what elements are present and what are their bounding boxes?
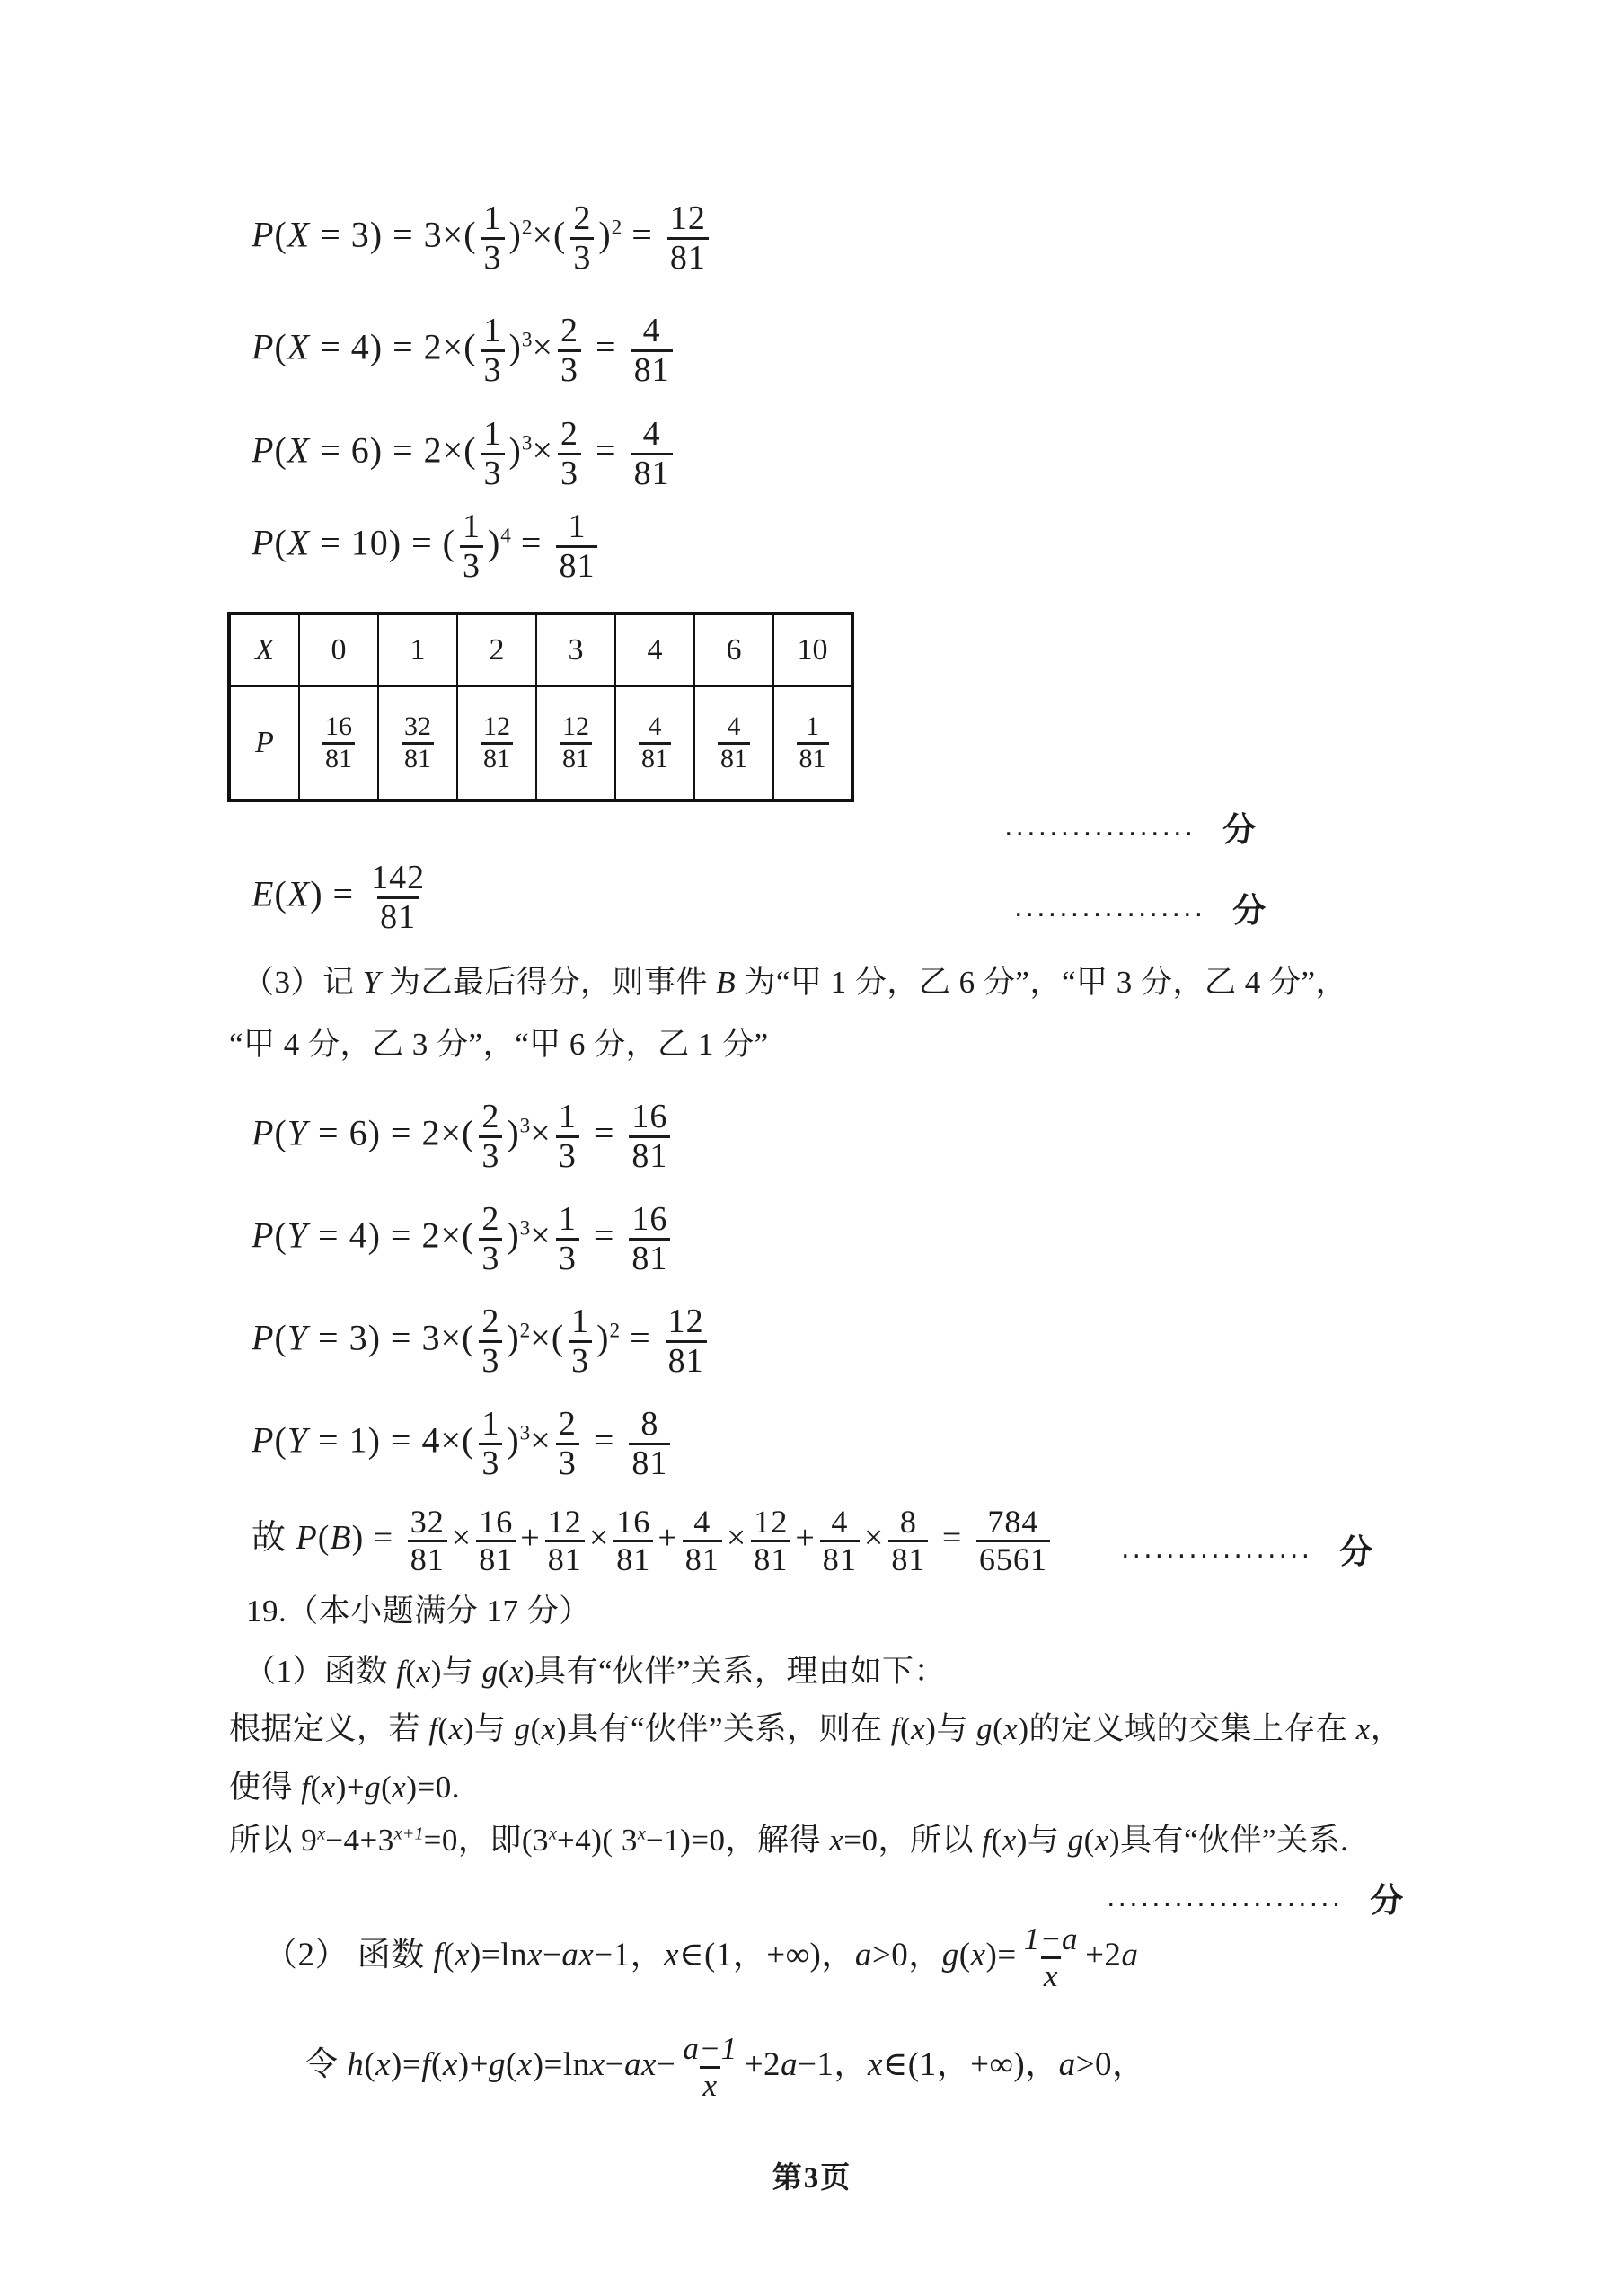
math-variable: g (488, 2045, 506, 2083)
fraction: $\frac{12}{81}$ (481, 712, 513, 773)
fraction: $\frac{12}{81}$ (560, 712, 592, 773)
math-text: ( (1083, 1823, 1095, 1858)
math-variable: x (455, 1936, 471, 1974)
math-text: ) = (351, 1519, 403, 1558)
fraction: $\frac{4}{81}$ (820, 1505, 860, 1577)
table-p-value-cell (615, 686, 694, 800)
math-variable: B (330, 1519, 352, 1558)
fraction: $\frac{1}{3}$ (481, 313, 505, 389)
table-p-value-cell (378, 686, 457, 800)
math-text: +2 (744, 2045, 781, 2083)
math-variable: a (1058, 2045, 1076, 2083)
superscript: x (549, 1824, 558, 1844)
math-text: × (530, 1214, 552, 1256)
superscript: x (317, 1824, 326, 1844)
superscript: 4 (500, 524, 511, 548)
math-text: = 4) = 2×( (308, 1214, 475, 1256)
formula-p-x-equals-6 (252, 416, 677, 492)
math-text: )与 (925, 1711, 977, 1746)
fraction: $\frac{16}{81}$ (629, 1099, 670, 1175)
table-x-value-cell: 1 (378, 614, 457, 686)
q19-part1-line4 (229, 1815, 1348, 1860)
math-text: )具有“伙伴”关系. (1108, 1823, 1349, 1858)
math-variable: f (982, 1823, 992, 1858)
dotted-leader: ................. (1121, 1532, 1313, 1565)
math-text: ) (507, 1419, 520, 1461)
dotted-leader: ................. (1014, 891, 1206, 923)
math-text: 故 (252, 1519, 296, 1558)
math-text: × (530, 1112, 552, 1153)
superscript: x+1 (393, 1824, 424, 1844)
q19-part2-line1 (264, 1922, 1138, 1993)
math-variable: ax (561, 1936, 595, 1974)
formula-p-y-equals-1 (252, 1406, 675, 1482)
math-variable: X (287, 326, 311, 367)
fraction: $\frac{1}{3}$ (556, 1201, 579, 1277)
table-p-value-cell (773, 686, 852, 800)
math-text: =0，所以 (843, 1823, 983, 1858)
math-text: )=0. (406, 1770, 460, 1805)
math-variable: a (854, 1936, 872, 1974)
table-x-value-cell: 4 (615, 614, 694, 686)
math-variable: Y (362, 965, 381, 1000)
math-variable: Y (287, 1317, 309, 1358)
fraction: $\frac{12}{81}$ (667, 200, 709, 277)
part3-text-line2: “甲 4 分，乙 3 分”，“甲 6 分，乙 1 分” (229, 1027, 769, 1062)
math-text: ) (508, 326, 522, 367)
math-text: ) (598, 214, 612, 255)
table-p-value-cell (694, 686, 773, 800)
superscript: 2 (609, 1319, 621, 1343)
math-variable: x (375, 2045, 392, 2083)
fraction: $\frac{1}{81}$ (556, 508, 597, 585)
score-marker-1 (1004, 802, 1256, 851)
fraction: $\frac{8}{81}$ (888, 1505, 928, 1577)
math-variable: x (970, 1936, 986, 1974)
fraction: $\frac{8}{81}$ (629, 1406, 670, 1482)
table-x-value-cell: 6 (694, 614, 773, 686)
math-text: ( (310, 1770, 322, 1805)
math-text: ( (405, 1654, 417, 1689)
math-text: ( (274, 214, 287, 255)
math-text: )与 (430, 1654, 482, 1689)
math-text: ) (507, 1214, 520, 1256)
math-text: )+ (335, 1770, 366, 1805)
math-variable: E (252, 873, 275, 914)
table-x-value-cell: 0 (299, 614, 378, 686)
math-text: )具有“伙伴”关系，理由如下： (523, 1654, 947, 1689)
fraction: $\frac{2}{3}$ (558, 313, 581, 389)
math-text: ) (508, 429, 522, 471)
score-marker-3 (1121, 1524, 1372, 1573)
fraction: $\frac{4}{81}$ (631, 416, 673, 492)
fraction: $\frac{1}{3}$ (481, 416, 505, 492)
math-text: = 1) = 4×( (308, 1419, 475, 1461)
math-text: ( (274, 1419, 287, 1461)
math-text: ( (505, 2045, 517, 2083)
math-text: )=ln (470, 1936, 528, 1974)
fraction: $\frac{32}{81}$ (402, 712, 434, 773)
math-text: ( (274, 1112, 287, 1153)
math-text: × (532, 429, 554, 471)
math-variable: Y (287, 1214, 309, 1256)
math-text: ∈(1，+∞)， (679, 1936, 855, 1974)
math-text: × (532, 326, 554, 367)
math-text: 使得 (229, 1770, 302, 1805)
math-variable: P (252, 326, 275, 367)
math-text: ( (274, 429, 287, 471)
superscript: x (637, 1824, 646, 1844)
math-variable: P (252, 429, 275, 471)
math-text: −1)=0，解得 (645, 1823, 830, 1858)
math-text: ( (317, 1519, 331, 1558)
math-variable: x (416, 1654, 431, 1689)
math-text: （1）函数 (244, 1654, 397, 1689)
math-variable: f (301, 1770, 311, 1805)
superscript: 3 (519, 1216, 531, 1241)
math-variable: f (890, 1711, 901, 1746)
math-text: ( (274, 1214, 287, 1256)
fraction: $\frac{2}{3}$ (556, 1406, 579, 1482)
math-variable: P (296, 1519, 318, 1558)
table-x-value-cell: 3 (536, 614, 615, 686)
math-text: ( (431, 2045, 443, 2083)
math-variable: X (287, 873, 311, 914)
math-variable: P (252, 1317, 275, 1358)
math-text: + (520, 1519, 541, 1558)
fraction: $\frac{4}{81}$ (631, 313, 673, 389)
math-text: ( (274, 326, 287, 367)
math-variable: x (829, 1823, 844, 1858)
math-text: × (451, 1519, 472, 1558)
math-text: + (658, 1519, 678, 1558)
math-variable: a (781, 2045, 799, 2083)
math-text: >0， (1075, 2045, 1146, 2083)
math-text: >0， (871, 1936, 942, 1974)
fraction: $\frac{12}{81}$ (545, 1505, 585, 1577)
math-variable: g (1067, 1823, 1084, 1858)
math-text: × (588, 1519, 610, 1558)
math-variable: X (287, 522, 311, 563)
math-text: 令 (304, 2045, 348, 2083)
math-text: )与 (463, 1711, 515, 1746)
fraction: $\frac{142}{81}$ (371, 859, 426, 937)
table-p-label-cell: P (229, 686, 299, 800)
math-text: )与 (1016, 1823, 1068, 1858)
score-unit-label: 分 (1339, 1534, 1373, 1571)
math-variable: Y (287, 1112, 309, 1153)
math-variable: x (1003, 1711, 1019, 1746)
dotted-leader: ................. (1004, 810, 1196, 843)
math-text: = 6) = 2×( (308, 1112, 475, 1153)
math-text: ×( (530, 1317, 565, 1358)
math-text: ( (991, 1823, 1002, 1858)
math-variable: g (481, 1654, 499, 1689)
fraction: $\frac{2}{3}$ (479, 1303, 502, 1380)
math-variable: B (716, 965, 737, 1000)
formula-expectation (252, 860, 432, 936)
math-text: = 6) = 2×( (310, 429, 477, 471)
math-text: ( (274, 1317, 287, 1358)
math-variable: x (392, 1770, 407, 1805)
math-variable: x (1002, 1823, 1017, 1858)
math-text: ( (443, 1936, 455, 1974)
math-text: −1， (798, 2045, 868, 2083)
math-text: ( (498, 1654, 509, 1689)
math-variable: g (941, 1936, 959, 1974)
superscript: 2 (521, 216, 533, 240)
math-text: 为“甲 1 分，乙 6 分”，“甲 3 分，乙 4 分”， (736, 965, 1348, 1000)
fraction: $\frac{1-a}{x}$ (1023, 1921, 1079, 1993)
math-text: ) (507, 1317, 520, 1358)
math-text: × (726, 1519, 747, 1558)
math-text: )= (985, 1936, 1017, 1974)
math-text: 根据定义，若 (229, 1711, 429, 1746)
math-text: = 4) = 2×( (310, 326, 477, 367)
math-text: +2 (1085, 1936, 1122, 1974)
math-text: = (932, 1519, 972, 1558)
math-text: − (656, 2045, 676, 2083)
math-variable: g (365, 1770, 382, 1805)
math-variable: x (448, 1711, 463, 1746)
math-text: ( (958, 1936, 971, 1974)
fraction: $\frac{1}{81}$ (797, 712, 829, 773)
table-x-label-cell: X (229, 614, 299, 686)
formula-p-x-equals-4 (252, 313, 677, 389)
math-variable: x (442, 2045, 458, 2083)
table-p-value-cell (536, 686, 615, 800)
score-unit-label: 分 (1222, 812, 1257, 849)
math-variable: ax (624, 2045, 657, 2083)
math-variable: f (428, 1711, 438, 1746)
math-variable: x (508, 1654, 524, 1689)
math-variable: x (516, 2045, 533, 2083)
math-text: ×( (532, 214, 567, 255)
math-variable: f (396, 1654, 406, 1689)
fraction: $\frac{16}{81}$ (629, 1201, 670, 1277)
math-variable: X (287, 214, 311, 255)
math-text: = 10) = ( (310, 522, 455, 563)
formula-p-y-equals-4 (252, 1201, 675, 1277)
math-text: =0，即(3 (423, 1823, 550, 1858)
math-text: ( (381, 1770, 393, 1805)
q19-part2-line2 (304, 2032, 1146, 2103)
score-marker-4 (1107, 1873, 1403, 1921)
score-marker-2 (1014, 883, 1266, 932)
formula-p-y-equals-6 (252, 1099, 675, 1175)
q19-part1-line2 (229, 1704, 1402, 1749)
math-text: ( (274, 873, 287, 914)
math-variable: P (252, 1112, 275, 1153)
math-text: = 3) = 3×( (310, 214, 477, 255)
fraction: $\frac{2}{3}$ (558, 416, 581, 492)
math-text: ， (1370, 1711, 1403, 1746)
math-text: = (583, 1419, 625, 1461)
superscript: 3 (521, 328, 533, 352)
math-text: （3）记 (243, 965, 363, 1000)
math-variable: g (976, 1711, 993, 1746)
fraction: $\frac{1}{3}$ (460, 508, 483, 585)
math-text: ) = (310, 873, 365, 914)
question-19-header: 19.（本小题满分 17 分） (246, 1594, 591, 1629)
fraction: $\frac{2}{3}$ (570, 200, 594, 277)
dotted-leader: ..................... (1107, 1881, 1344, 1913)
math-variable: P (252, 214, 275, 255)
math-text: − (542, 1936, 562, 1974)
math-text: = (620, 1317, 661, 1358)
math-text: = 3) = 3×( (308, 1317, 475, 1358)
part3-text-line1 (243, 958, 1347, 1002)
math-variable: x (321, 1770, 336, 1805)
math-text: )=ln (532, 2045, 590, 2083)
superscript: 2 (611, 216, 622, 240)
math-text: ) (508, 214, 522, 255)
fraction: $\frac{32}{81}$ (408, 1505, 447, 1577)
math-variable: x (867, 2045, 883, 2083)
math-variable: x (664, 1936, 680, 1974)
fraction: $\frac{4}{81}$ (718, 712, 750, 773)
table-x-value-cell: 10 (773, 614, 852, 686)
math-text: − (605, 2045, 625, 2083)
math-text: ) (507, 1112, 520, 1153)
math-text: )+ (457, 2045, 489, 2083)
math-text: （2） 函数 (264, 1936, 434, 1974)
math-text: +4)( 3 (557, 1823, 638, 1858)
score-unit-label: 分 (1232, 893, 1267, 930)
math-text: )的定义域的交集上存在 (1018, 1711, 1356, 1746)
math-variable: P (252, 1214, 275, 1256)
superscript: 3 (519, 1421, 531, 1445)
math-variable: Y (287, 1419, 309, 1461)
fraction: $\frac{4}{81}$ (639, 712, 671, 773)
math-text: 为乙最后得分，则事件 (380, 965, 717, 1000)
fraction: $\frac{784}{6561}$ (976, 1505, 1050, 1577)
math-text: = (586, 429, 627, 471)
math-variable: X (287, 429, 311, 471)
math-variable: x (541, 1711, 556, 1746)
formula-p-b (252, 1505, 1055, 1577)
fraction: $\frac{12}{81}$ (666, 1303, 707, 1380)
fraction: $\frac{2}{3}$ (479, 1099, 502, 1175)
math-text: = (510, 522, 552, 563)
math-text: ( (437, 1711, 449, 1746)
probability-distribution-table (227, 612, 854, 802)
formula-p-x-equals-3 (252, 200, 713, 277)
math-variable: g (514, 1711, 531, 1746)
math-variable: P (252, 1419, 275, 1461)
math-variable: x (1094, 1823, 1109, 1858)
q19-part1-line3 (229, 1762, 460, 1807)
fraction: $\frac{1}{3}$ (481, 200, 505, 277)
math-text: 所以 9 (229, 1823, 318, 1858)
math-text: ( (900, 1711, 912, 1746)
math-text: × (863, 1519, 885, 1558)
math-variable: x (911, 1711, 926, 1746)
math-text: = (622, 214, 663, 255)
superscript: 2 (519, 1319, 531, 1343)
score-unit-label: 分 (1370, 1883, 1404, 1920)
fraction: $\frac{12}{81}$ (751, 1505, 790, 1577)
fraction: $\frac{2}{3}$ (479, 1201, 502, 1277)
math-text: ) (596, 1317, 610, 1358)
fraction: $\frac{16}{81}$ (322, 712, 355, 773)
table-p-value-cell (299, 686, 378, 800)
math-text: ( (993, 1711, 1004, 1746)
page-number: 第3页 (772, 2162, 852, 2194)
math-variable: x (589, 2045, 605, 2083)
table-p-value-cell (457, 686, 536, 800)
math-variable: x (527, 1936, 543, 1974)
formula-p-y-equals-3 (252, 1303, 711, 1380)
math-variable: f (421, 2045, 431, 2083)
math-text: = (583, 1214, 625, 1256)
math-text: + (795, 1519, 816, 1558)
math-variable: a (1121, 1936, 1139, 1974)
math-text: × (530, 1419, 552, 1461)
math-text: ∈(1，+∞)， (882, 2045, 1059, 2083)
fraction: $\frac{4}{81}$ (683, 1505, 722, 1577)
math-text: ( (530, 1711, 542, 1746)
math-variable: x (1355, 1711, 1371, 1746)
table-x-value-cell: 2 (457, 614, 536, 686)
fraction: $\frac{1}{3}$ (556, 1099, 579, 1175)
fraction: $\frac{1}{3}$ (479, 1406, 502, 1482)
fraction: $\frac{16}{81}$ (476, 1505, 516, 1577)
superscript: 3 (519, 1114, 531, 1138)
formula-p-x-equals-10 (252, 508, 602, 585)
math-text: ( (364, 2045, 376, 2083)
fraction: $\frac{16}{81}$ (613, 1505, 653, 1577)
fraction: $\frac{a-1}{x}$ (683, 2031, 737, 2103)
math-text: )= (391, 2045, 422, 2083)
math-text: −1， (594, 1936, 665, 1974)
superscript: 3 (521, 431, 533, 455)
math-text: −4+3 (325, 1823, 394, 1858)
math-text: ) (487, 522, 501, 563)
math-text: )具有“伙伴”关系，则在 (555, 1711, 891, 1746)
math-variable: h (347, 2045, 365, 2083)
math-text: = (583, 1112, 625, 1153)
fraction: $\frac{1}{3}$ (569, 1303, 592, 1380)
q19-part1-line1 (244, 1647, 946, 1691)
math-text: ( (274, 522, 287, 563)
math-text: = (586, 326, 627, 367)
math-variable: f (433, 1936, 444, 1974)
math-variable: P (252, 522, 275, 563)
